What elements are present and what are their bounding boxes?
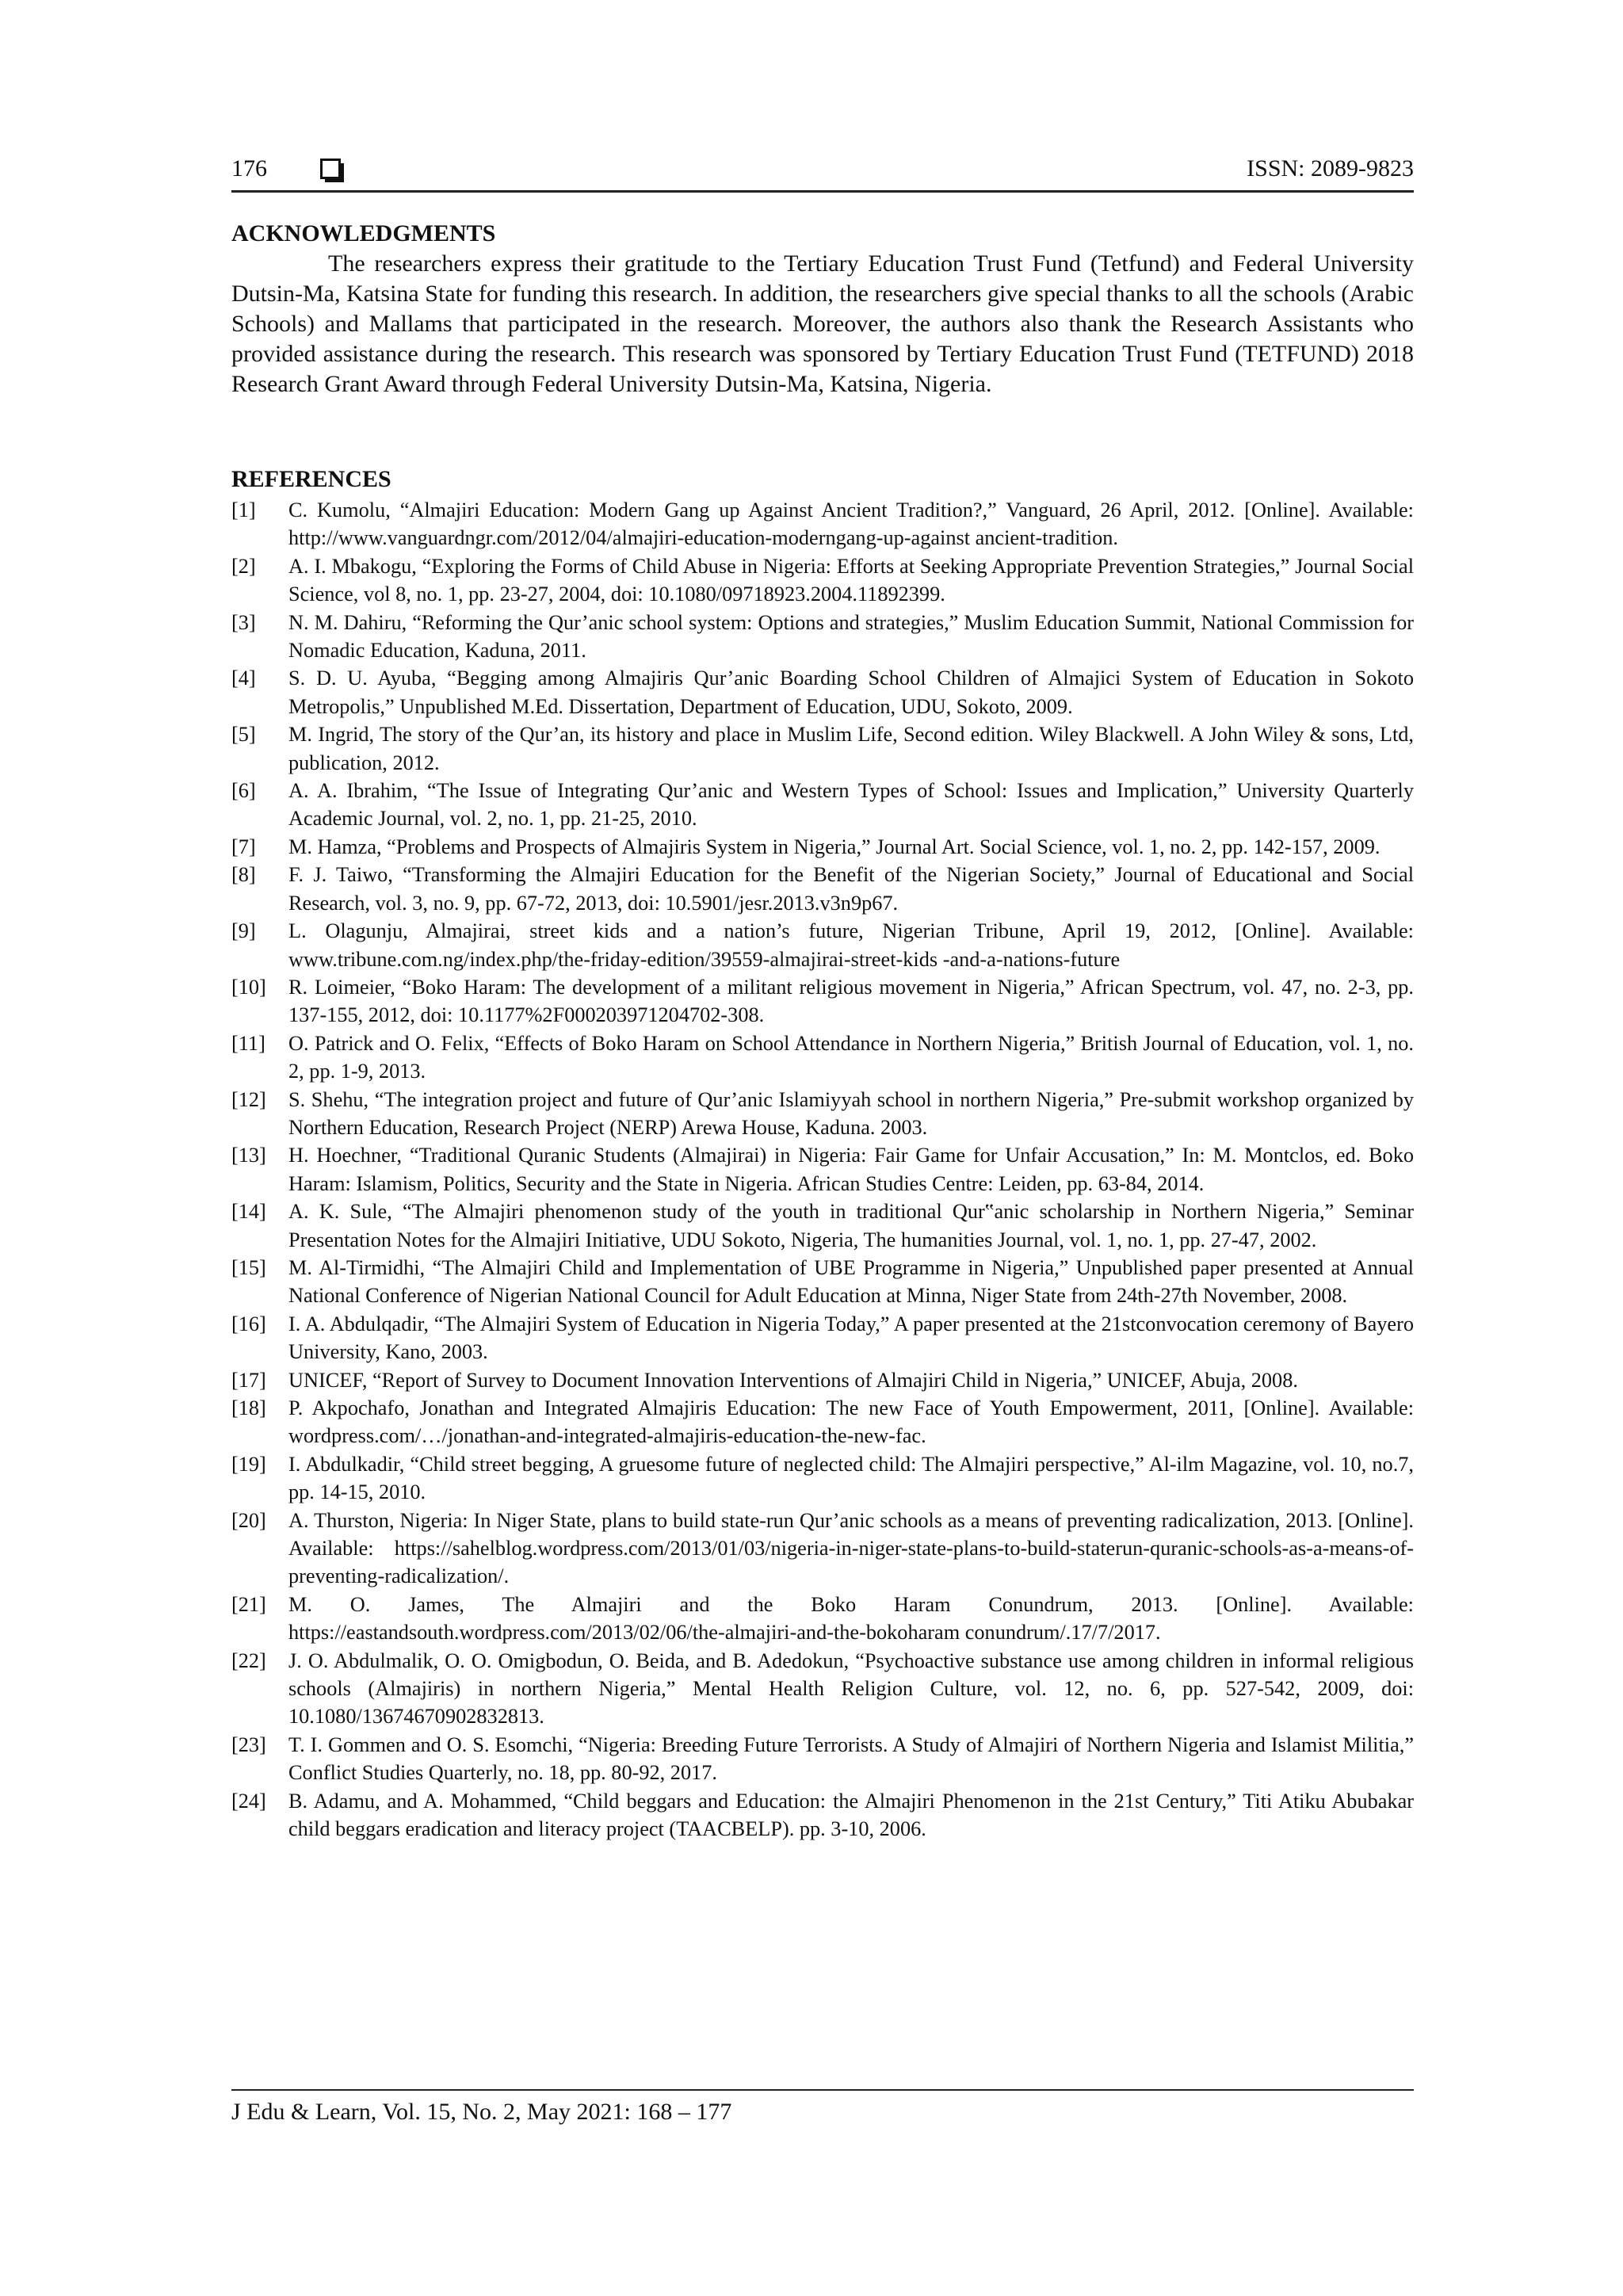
issn-label: ISSN: 2089-9823	[1247, 155, 1414, 181]
reference-item	[231, 1030, 1414, 1086]
reference-text: O. Patrick and O. Felix, “Effects of Boko Haram on School Attendance in Northern Nigeria,” British Journal of Education, vol. 1, no. 2, pp. 1-9, 2013.	[288, 1031, 1414, 1083]
reference-item	[231, 1450, 1414, 1507]
reference-text: M. Hamza, “Problems and Prospects of Almajiris System in Nigeria,” Journal Art. Social Science, vol. 1, no. 2, pp. 142-157, 2009.	[288, 835, 1381, 858]
reference-number: [2]	[231, 554, 256, 578]
reference-item	[231, 1731, 1414, 1787]
reference-number: [20]	[231, 1508, 266, 1532]
reference-text: UNICEF, “Report of Survey to Document Innovation Interventions of Almajiri Child in Nigeria,” UNICEF, Abuja, 2008.	[288, 1368, 1298, 1392]
reference-item	[231, 1647, 1414, 1731]
reference-text: F. J. Taiwo, “Transforming the Almajiri Education for the Benefit of the Nigerian Society,” Journal of Educational and Social Research, vol. 3, no. 9, pp. 67-72, 2013, doi: 10.5901/jesr.2013.v3n9p67.	[288, 863, 1414, 915]
reference-text: J. O. Abdulmalik, O. O. Omigbodun, O. Beida, and B. Adedokun, “Psychoactive substance use among children in informal religious schools (Almajiris) in northern Nigeria,” Mental Health Religion Culture, vol. 12, no. 6, pp. 527-542, 2009, doi: 10.1080/13674670902832813.	[288, 1648, 1414, 1729]
reference-text: S. Shehu, “The integration project and future of Qur’anic Islamiyyah school in northern Nigeria,” Pre-submit workshop organized by Northern Education, Research Project (NERP) Arewa House, Kaduna. 2003.	[288, 1087, 1414, 1139]
reference-number: [13]	[231, 1144, 266, 1167]
journal-citation: J Edu & Learn, Vol. 15, No. 2, May 2021: 168 – 177	[231, 2099, 732, 2125]
reference-text: M. O. James, The Almajiri and the Boko Haram Conundrum, 2013. [Online]. Available: https://eastandsouth.wordpress.com/2013/02/06/the-almajiri-and-the-bokoharam conundrum/.17/7/2017.	[288, 1592, 1414, 1645]
reference-text: I. Abdulkadir, “Child street begging, A gruesome future of neglected child: The Almajiri perspective,” Al-ilm Magazine, vol. 10, no.7, pp. 14-15, 2010.	[288, 1452, 1414, 1504]
reference-number: [10]	[231, 975, 266, 999]
reference-item	[231, 1787, 1414, 1843]
reference-text: M. Al-Tirmidhi, “The Almajiri Child and Implementation of UBE Programme in Nigeria,” Unpublished paper presented at Annual National Conference of Nigerian National Council for Adult Education at Minna, Niger State from 24th-27th November, 2008.	[288, 1255, 1414, 1308]
reference-item	[231, 664, 1414, 720]
reference-item	[231, 552, 1414, 609]
reference-number: [18]	[231, 1396, 266, 1419]
reference-text: A. I. Mbakogu, “Exploring the Forms of Child Abuse in Nigeria: Efforts at Seeking Appropriate Prevention Strategies,” Journal Social Science, vol 8, no. 1, pp. 23-27, 2004, doi: 10.1080/09718923.2004.11892399.	[288, 554, 1414, 606]
reference-number: [8]	[231, 863, 256, 887]
references-list	[231, 496, 1414, 1843]
reference-text: A. Thurston, Nigeria: In Niger State, plans to build state-run Qur’anic schools as a means of preventing radicalization, 2013. [Online]. Available: https://sahelblog.wordpress.com/2013/01/03/nigeria-in-niger-state-plans-to-build-staterun-quranic-schools-as-a-means-of-preventing-radicalization/.	[288, 1508, 1414, 1588]
reference-item	[231, 720, 1414, 777]
reference-number: [16]	[231, 1312, 266, 1335]
reference-item	[231, 609, 1414, 665]
reference-item	[231, 1310, 1414, 1366]
reference-item	[231, 1198, 1414, 1254]
reference-item	[231, 496, 1414, 552]
reference-text: A. A. Ibrahim, “The Issue of Integrating Qur’anic and Western Types of School: Issues and Implication,” University Quarterly Academic Journal, vol. 2, no. 1, pp. 21-25, 2010.	[288, 779, 1414, 831]
page-number: 176	[231, 155, 267, 181]
reference-number: [14]	[231, 1200, 266, 1224]
reference-number: [7]	[231, 835, 256, 858]
reference-number: [19]	[231, 1452, 266, 1476]
reference-number: [4]	[231, 667, 256, 690]
reference-item	[231, 973, 1414, 1030]
reference-item	[231, 777, 1414, 833]
reference-number: [3]	[231, 610, 256, 634]
reference-number: [9]	[231, 919, 256, 943]
page-header	[231, 155, 1414, 193]
reference-item	[231, 1591, 1414, 1647]
reference-number: [12]	[231, 1087, 266, 1111]
reference-number: [6]	[231, 779, 256, 803]
reference-item	[231, 833, 1414, 861]
checkbox-square-icon	[320, 159, 341, 179]
reference-item	[231, 1394, 1414, 1450]
reference-number: [15]	[231, 1255, 266, 1279]
reference-number: [24]	[231, 1789, 266, 1813]
reference-text: T. I. Gommen and O. S. Esomchi, “Nigeria: Breeding Future Terrorists. A Study of Almajiri of Northern Nigeria and Islamist Militia,” Conflict Studies Quarterly, no. 18, pp. 80-92, 2017.	[288, 1733, 1414, 1785]
reference-text: I. A. Abdulqadir, “The Almajiri System of Education in Nigeria Today,” A paper presented at the 21stconvocation ceremony of Bayero University, Kano, 2003.	[288, 1312, 1414, 1364]
reference-number: [17]	[231, 1368, 266, 1392]
reference-item	[231, 1366, 1414, 1394]
reference-item	[231, 917, 1414, 973]
references-heading: REFERENCES	[231, 466, 391, 492]
reference-text: P. Akpochafo, Jonathan and Integrated Almajiris Education: The new Face of Youth Empowerment, 2011, [Online]. Available: wordpress.com/…/jonathan-and-integrated-almajiris-education-the-new-fac.	[288, 1396, 1414, 1448]
reference-number: [22]	[231, 1648, 266, 1672]
reference-item	[231, 861, 1414, 917]
acknowledgments-heading: ACKNOWLEDGMENTS	[231, 220, 496, 246]
reference-text: M. Ingrid, The story of the Qur’an, its history and place in Muslim Life, Second edition. Wiley Blackwell. A John Wiley & sons, Ltd, publication, 2012.	[288, 723, 1414, 774]
reference-text: B. Adamu, and A. Mohammed, “Child beggars and Education: the Almajiri Phenomenon in the 21st Century,” Titi Atiku Abubakar child beggars eradication and literacy project (TAACBELP). pp. 3-10, 2006.	[288, 1789, 1414, 1841]
reference-text: L. Olagunju, Almajirai, street kids and a nation’s future, Nigerian Tribune, April 19, 2012, [Online]. Available: www.tribune.com.ng/index.php/the-friday-edition/39559-almajirai-street-kids -and-a-nations-future	[288, 919, 1414, 971]
reference-text: C. Kumolu, “Almajiri Education: Modern Gang up Against Ancient Tradition?,” Vanguard, 26 April, 2012. [Online]. Available: http://www.vanguardngr.com/2012/04/almajiri-education-moderngang-up-against ancient-tradition.	[288, 499, 1414, 550]
page-footer	[231, 2089, 1414, 2126]
reference-text: H. Hoechner, “Traditional Quranic Students (Almajirai) in Nigeria: Fair Game for Unfair Accusation,” In: M. Montclos, ed. Boko Haram: Islamism, Politics, Security and the State in Nigeria. African Studies Centre: Leiden, pp. 63-84, 2014.	[288, 1144, 1414, 1195]
reference-text: R. Loimeier, “Boko Haram: The development of a militant religious movement in Nigeria,” African Spectrum, vol. 47, no. 2-3, pp. 137-155, 2012, doi: 10.1177%2F000203971204702-308.	[288, 975, 1414, 1027]
reference-item	[231, 1086, 1414, 1142]
reference-text: N. M. Dahiru, “Reforming the Qur’anic school system: Options and strategies,” Muslim Education Summit, National Commission for Nomadic Education, Kaduna, 2011.	[288, 610, 1414, 663]
reference-number: [11]	[231, 1031, 265, 1055]
reference-item	[231, 1141, 1414, 1198]
reference-number: [23]	[231, 1733, 266, 1756]
reference-text: A. K. Sule, “The Almajiri phenomenon study of the youth in traditional Qur‟anic scholarship in Northern Nigeria,” Seminar Presentation Notes for the Almajiri Initiative, UDU Sokoto, Nigeria, The humanities Journal, vol. 1, no. 1, pp. 27-47, 2002.	[288, 1200, 1414, 1251]
reference-item	[231, 1254, 1414, 1310]
reference-text: S. D. U. Ayuba, “Begging among Almajiris Qur’anic Boarding School Children of Almajici System of Education in Sokoto Metropolis,” Unpublished M.Ed. Dissertation, Department of Education, UDU, Sokoto, 2009.	[288, 667, 1414, 718]
reference-number: [1]	[231, 499, 256, 521]
reference-item	[231, 1507, 1414, 1591]
acknowledgments-body: The researchers express their gratitude to the Tertiary Education Trust Fund (Tetfund) and Federal University Dutsin-Ma, Katsina State for funding this research. In addition, the researchers give special thanks to all the schools (Arabic Schools) and Mallams that participated in the research. Moreover, the authors also thank the Research Assistants who provided assistance during the research. This research was sponsored by Tertiary Education Trust Fund (TETFUND) 2018 Research Grant Award through Federal University Dutsin-Ma, Katsina, Nigeria.	[231, 250, 1414, 397]
reference-number: [21]	[231, 1592, 266, 1616]
page-content	[231, 219, 1414, 1843]
reference-number: [5]	[231, 723, 256, 747]
